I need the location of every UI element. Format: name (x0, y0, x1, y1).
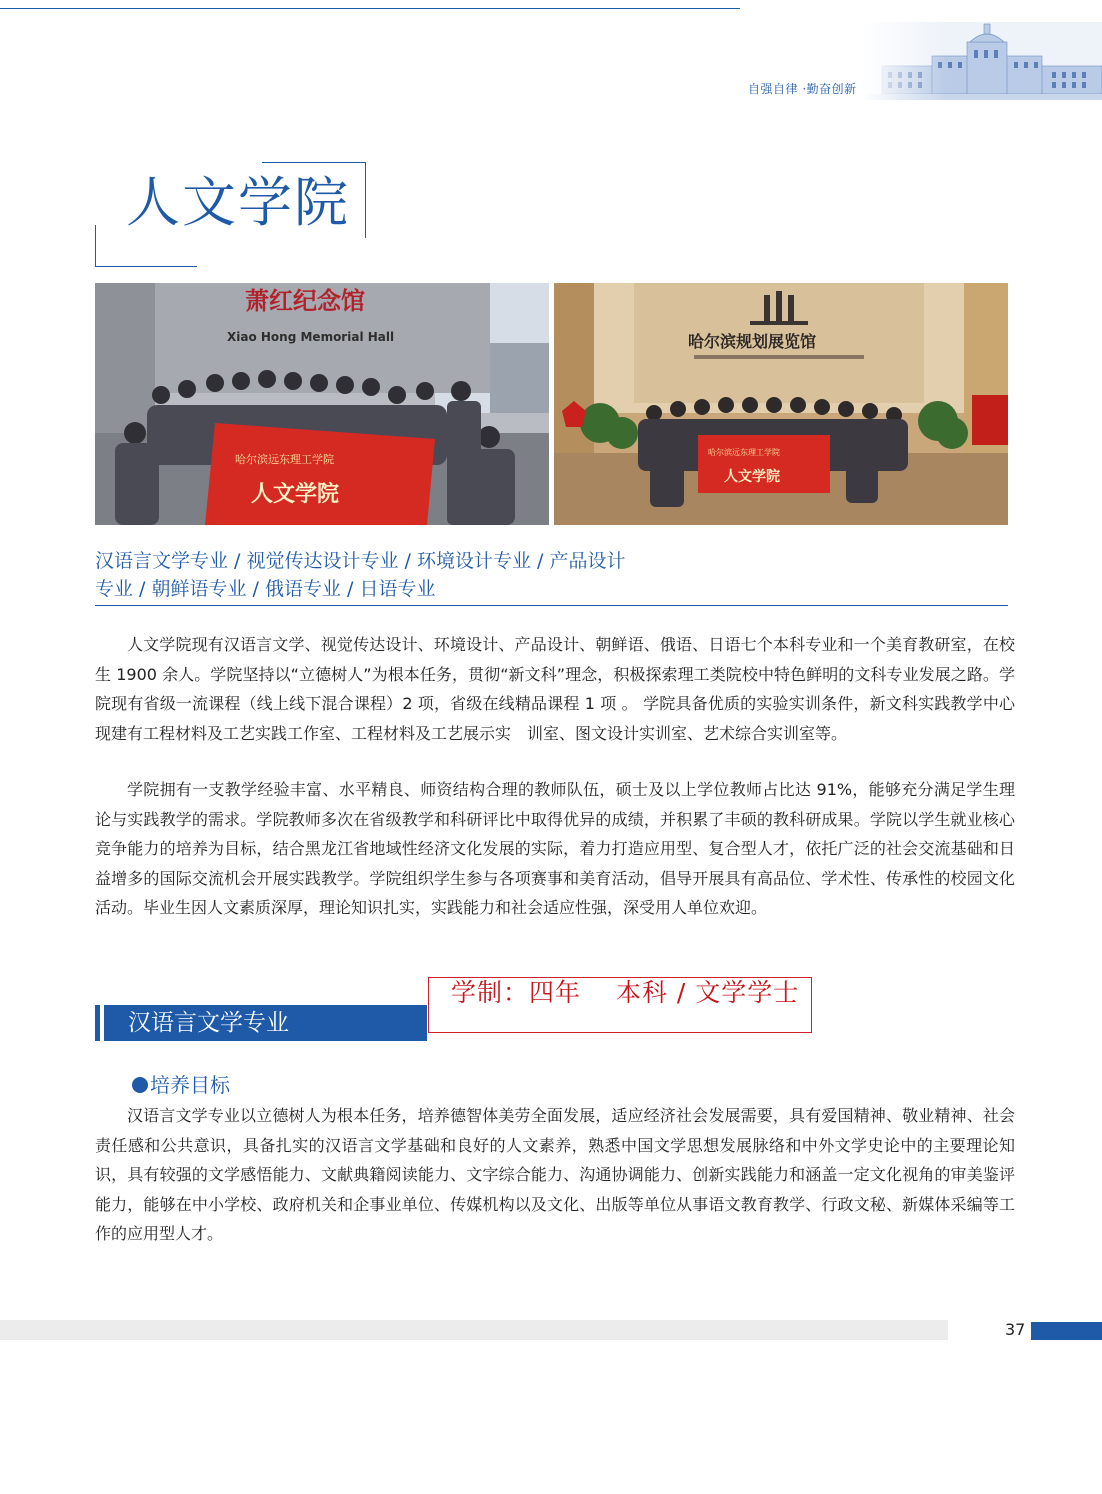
page-number: 37 (1005, 1320, 1026, 1339)
degree-info-text: 学制：四年 本科 / 文学学士 (451, 978, 800, 1007)
left-sign-cn: 萧红纪念馆 (245, 286, 365, 315)
majors-line-2: 专业 / 朝鲜语专业 / 俄语专业 / 日语专业 (95, 578, 436, 600)
title-frame-left (95, 225, 96, 267)
photo-xiaohong-memorial (95, 283, 549, 525)
building-illustration (862, 22, 1102, 100)
title-frame-top (262, 162, 366, 163)
goal-paragraph: 汉语言文学专业以立德树人为根本任务，培养德智体美劳全面发展，适应经济社会发展需要，具有爱国精神、敬业精神、社会责任感和公共意识，具备扎实的汉语言文学基础和良好的人文素养，熟悉中国文学思想发展脉络和中外文学史论中的主要理论知识，具有较强的文学感悟能力、文献典籍阅读能力、文字综合能力、沟通协调能力、创新实践能力和涵盖一定文化视角的审美鉴评能力，能够在中小学校、政府机关和企事业单位、传媒机构以及文化、出版等单位从事语文教育教学、行政文秘、新媒体采编等工作的应用型人才。 (95, 1106, 1015, 1243)
intro-paragraph-1: 人文学院现有汉语言文学、视觉传达设计、环境设计、产品设计、朝鲜语、俄语、日语七个本科专业和一个美育教研室，在校生 1900 余人。学院坚持以“立德树人”为根本任务，贯彻“新文科”理念，积极探索理工类院校中特色鲜明的文科专业发展之路。学院现有省级一流课程（线上线下混合课程）2 项，省级在线精品课程 1 项 。 学院具备优质的实验实训条件，新文科实践教学中心现建有工程材料及工艺实践工作室、工程材料及工艺展示实 训室、图文设计实训室、艺术综合实训室等。 (95, 635, 1015, 743)
page-title: 人文学院 (126, 171, 350, 234)
majors-divider (95, 605, 1008, 606)
photo-planning-exhibition-hall (554, 283, 1008, 525)
left-sign-en: Xiao Hong Memorial Hall (227, 330, 395, 344)
footer-band (0, 1320, 948, 1340)
bullet-dot-icon (132, 1077, 148, 1093)
right-sign-cn: 哈尔滨规划展览馆 (688, 332, 817, 351)
header-motto: 自强自律 ·勤奋创新 (748, 82, 857, 96)
footer-tab (1031, 1322, 1102, 1340)
goal-heading-text: 培养目标 (150, 1073, 230, 1097)
section-title: 汉语言文学专业 (128, 1010, 289, 1036)
right-banner-line1: 哈尔滨远东理工学院 (708, 448, 780, 457)
title-frame-right (365, 162, 366, 238)
section-bar-mark (95, 1005, 100, 1041)
left-banner-line1: 哈尔滨远东理工学院 (235, 453, 334, 466)
degree-info-box (428, 977, 812, 1033)
majors-line-1: 汉语言文学专业 / 视觉传达设计专业 / 环境设计专业 / 产品设计 (95, 550, 626, 572)
left-banner-line2: 人文学院 (251, 481, 340, 507)
goal-heading (132, 1071, 230, 1099)
majors-list (95, 547, 715, 603)
right-banner-line2: 人文学院 (724, 469, 780, 485)
title-frame-bottom (95, 266, 197, 267)
intro-paragraph-2: 学院拥有一支教学经验丰富、水平精良、师资结构合理的教师队伍，硕士及以上学位教师占比达 91%，能够充分满足学生理论与实践教学的需求。学院教师多次在省级教学和科研评比中取得优异的成绩，并积累了丰硕的教科研成果。学院以学生就业核心竞争能力的培养为目标，结合黑龙江省地域性经济文化发展的实际，着力打造应用型、复合型人才，依托广泛的社会交流基础和日益增多的国际交流机会开展实践教学。学院组织学生参与各项赛事和美育活动，倡导开展具有高品位、学术性、传承性的校园文化活动。毕业生因人文素质深厚，理论知识扎实，实践能力和社会适应性强，深受用人单位欢迎。 (95, 780, 1015, 917)
header-top-rule (0, 8, 740, 9)
